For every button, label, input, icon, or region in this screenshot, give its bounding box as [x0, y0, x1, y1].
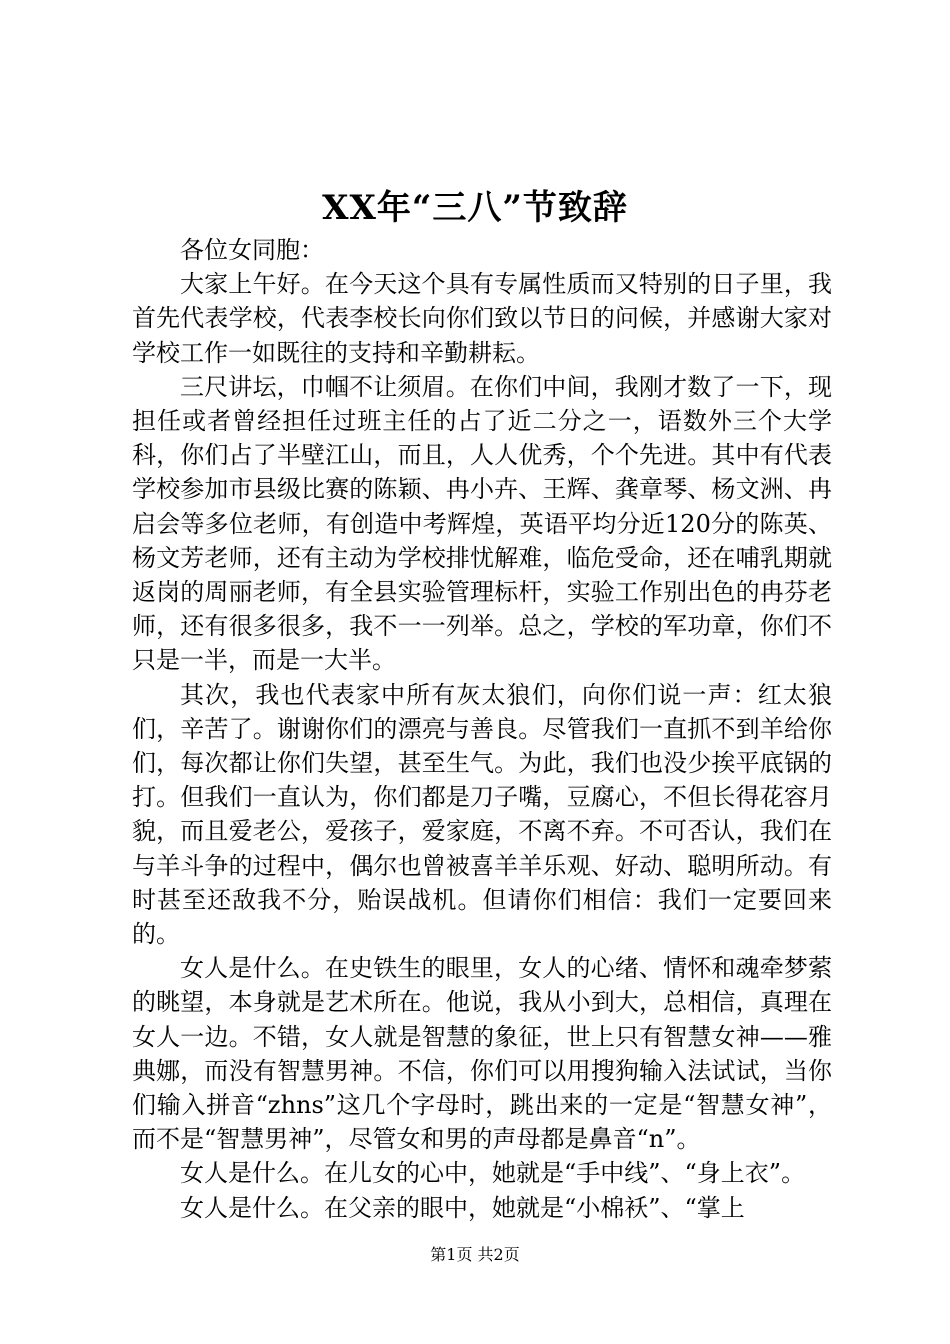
paragraph-achievements: 三尺讲坛，巾帼不让须眉。在你们中间，我刚才数了一下，现担任或者曾经担任过班主任的占了近二分之一，语数外三个大学科，你们占了半壁江山，而且，人人优秀，个个先进。其中有代表学校参加市县级比赛的陈颖、冉小卉、王辉、龚章琴、杨文洲、冉启会等多位老师，有创造中考辉煌，英语平均分近120分的陈英、杨文芳老师，还有主动为学校排忧解难，临危受命，还在哺乳期就返岗的周丽老师，有全县实验管理标杆，实验工作别出色的冉芬老师，还有很多很多，我不一一列举。总之，学校的军功章，你们不只是一半，而是一大半。: [132, 372, 832, 675]
paragraph-children: 女人是什么。在儿女的心中，她就是“手中线”、“身上衣”。: [180, 1159, 806, 1188]
document-title: XX年“三八”节致辞: [322, 188, 628, 228]
paragraph-greeting: 大家上午好。在今天这个具有专属性质而又特别的日子里，我首先代表学校，代表李校长向你们致以节日的问候，并感谢大家对学校工作一如既往的支持和辛勤耕耘。: [132, 270, 832, 367]
paragraph-grey-wolves: 其次，我也代表家中所有灰太狼们，向你们说一声：红太狼们，辛苦了。谢谢你们的漂亮与善良。尽管我们一直抓不到羊给你们，每次都让你们失望，甚至生气。为此，我们也没少挨平底锅的打。但我们一直认为，你们都是刀子嘴，豆腐心，不但长得花容月貌，而且爱老公，爱孩子，爱家庭，不离不弃。不可否认，我们在与羊斗争的过程中，偶尔也曾被喜羊羊乐观、好动、聪明所动。有时甚至还敌我不分，贻误战机。但请你们相信：我们一定要回来的。: [132, 680, 832, 949]
salutation: 各位女同胞：: [180, 236, 324, 264]
document-body: [132, 233, 832, 1225]
paragraph-father: 女人是什么。在父亲的眼中，她就是“小棉袄”、“掌上: [180, 1193, 745, 1222]
paragraph-wisdom: 女人是什么。在史铁生的眼里，女人的心绪、情怀和魂牵梦萦的眺望，本身就是艺术所在。他说，我从小到大，总相信，真理在女人一边。不错，女人就是智慧的象征，世上只有智慧女神——雅典娜，而没有智慧男神。不信，你们可以用搜狗输入法试试，当你们输入拼音“zhns”这几个字母时，跳出来的一定是“智慧女神”，而不是“智慧男神”，尽管女和男的声母都是鼻音“n”。: [132, 954, 832, 1154]
page-number-footer: 第1页 共2页: [430, 1245, 520, 1264]
